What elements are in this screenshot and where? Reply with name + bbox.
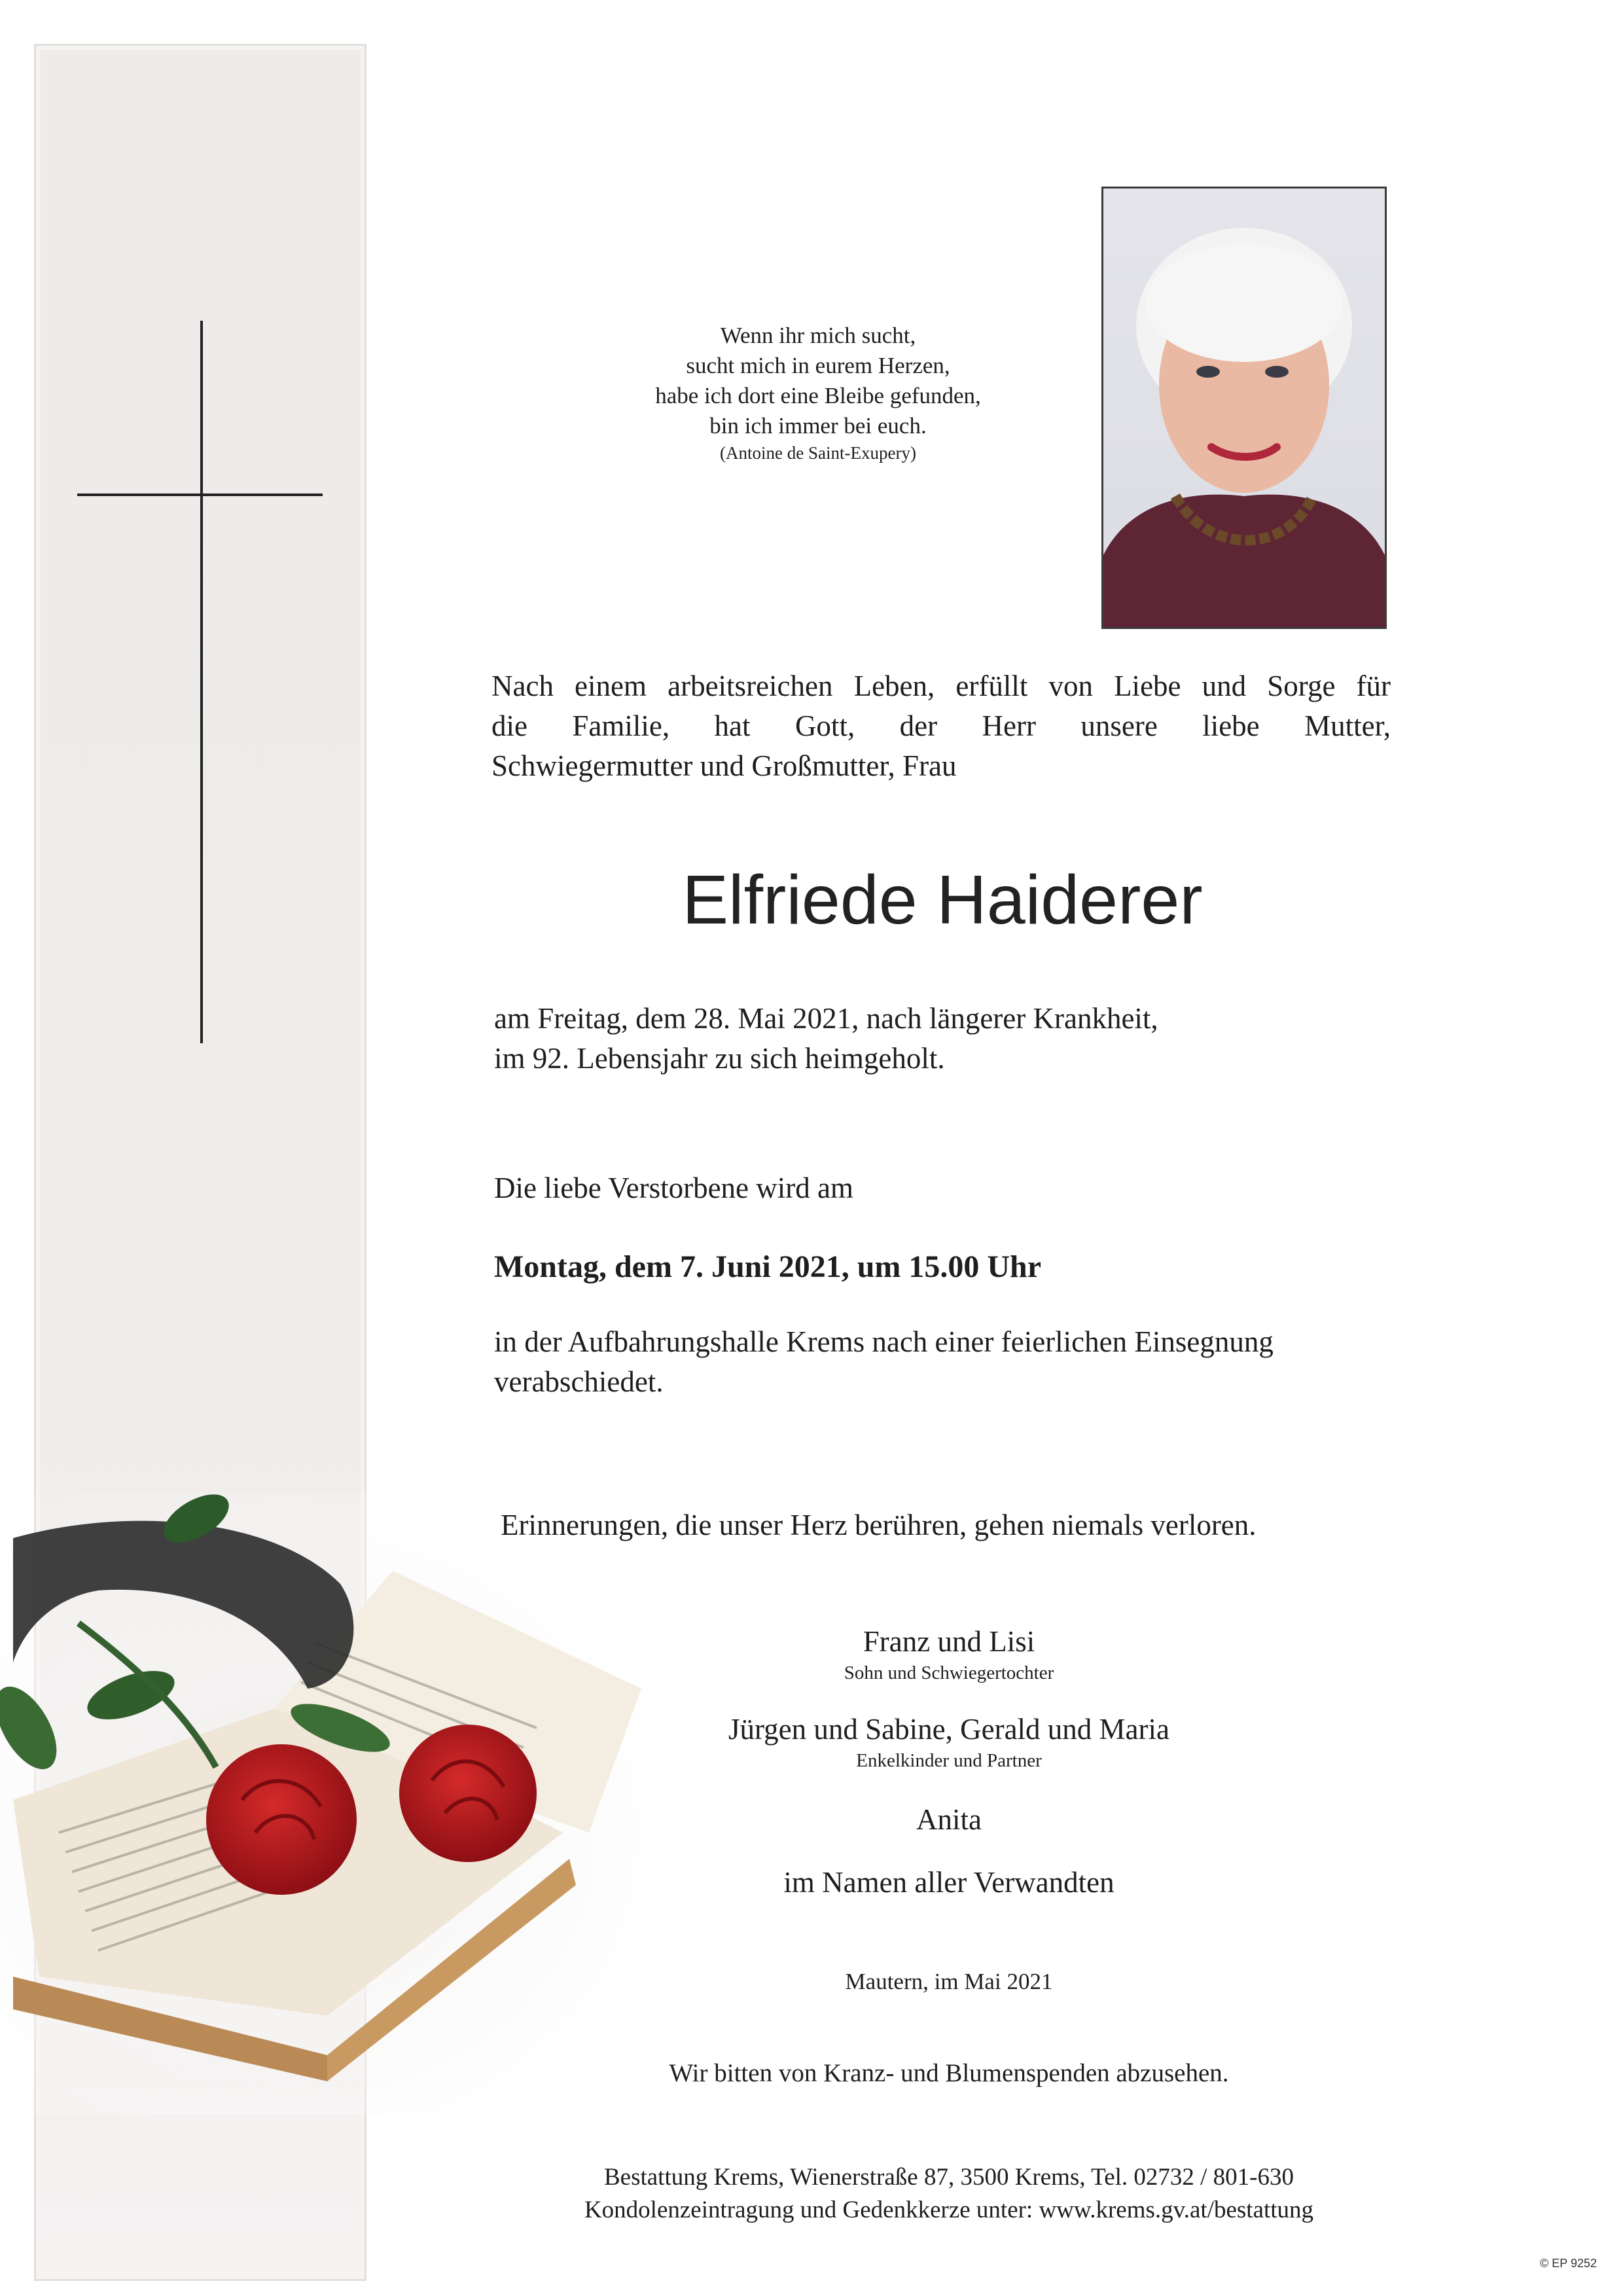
- mourner-group: [524, 1622, 1374, 1685]
- print-code: © EP 9252: [1540, 2257, 1597, 2270]
- memorial-quote: [589, 321, 1047, 465]
- footer-line: Bestattung Krems, Wienerstraße 87, 3500 Krems, Tel. 02732 / 801-630: [603, 2164, 1294, 2191]
- cross-icon-vertical: [200, 321, 203, 1043]
- quote-line: Wenn ihr mich sucht,: [720, 323, 916, 348]
- dress-shape: [1103, 495, 1385, 627]
- mourner-group: [524, 1710, 1374, 1772]
- deceased-name: Elfriede Haiderer: [682, 861, 1203, 939]
- quote-attribution: (Antoine de Saint-Exupery): [720, 443, 916, 463]
- death-line: am Freitag, dem 28. Mai 2021, nach längerer Krankheit,: [494, 1002, 1158, 1035]
- mourner-names: Franz und Lisi: [863, 1625, 1035, 1658]
- mourner-group: [524, 1800, 1374, 1839]
- red-rose-left: [206, 1744, 357, 1895]
- undertaker-footer: [458, 2161, 1440, 2227]
- portrait-illustration: [1103, 188, 1385, 627]
- farewell-line: verabschiedet.: [494, 1365, 664, 1398]
- intro-line: Schwiegermutter und Großmutter, Frau: [491, 749, 957, 782]
- intro-paragraph: [491, 666, 1391, 786]
- farewell-line: in der Aufbahrungshalle Krems nach einer feierlichen Einsegnung: [494, 1325, 1274, 1358]
- memory-line: Erinnerungen, die unser Herz berühren, gehen niemals verloren.: [501, 1509, 1257, 1541]
- footer-line: Kondolenzeintragung und Gedenkkerze unter: www.krems.gv.at/bestattung: [584, 2197, 1314, 2223]
- red-rose-right: [399, 1725, 537, 1862]
- intro-line: Nach einem arbeitsreichen Leben, erfüllt von Liebe und Sorge für: [491, 670, 1391, 702]
- death-info: [494, 999, 1476, 1079]
- flower-request: Wir bitten von Kranz- und Blumenspenden abzusehen.: [669, 2059, 1229, 2087]
- death-line: im 92. Lebensjahr zu sich heimgeholt.: [494, 1042, 945, 1075]
- mourner-group: [524, 1863, 1374, 1902]
- quote-line: bin ich immer bei euch.: [709, 413, 927, 439]
- farewell-location: [494, 1322, 1476, 1402]
- quote-line: habe ich dort eine Bleibe gefunden,: [655, 383, 981, 408]
- place-date: Mautern, im Mai 2021: [845, 1969, 1053, 1994]
- cross-icon-horizontal: [77, 493, 323, 496]
- mourner-names: Anita: [916, 1803, 982, 1836]
- quote-line: sucht mich in eurem Herzen,: [686, 353, 950, 378]
- intro-line: die Familie, hat Gott, der Herr unsere liebe Mutter,: [491, 709, 1391, 742]
- mourner-relation: Enkelkinder und Partner: [856, 1750, 1042, 1771]
- mourner-names: im Namen aller Verwandten: [783, 1866, 1115, 1899]
- farewell-intro: Die liebe Verstorbene wird am: [494, 1172, 853, 1204]
- farewell-date: Montag, dem 7. Juni 2021, um 15.00 Uhr: [494, 1249, 1042, 1284]
- portrait-photo: [1101, 187, 1387, 629]
- mourner-relation: Sohn und Schwiegertochter: [844, 1662, 1054, 1683]
- mourner-names: Jürgen und Sabine, Gerald und Maria: [728, 1713, 1169, 1746]
